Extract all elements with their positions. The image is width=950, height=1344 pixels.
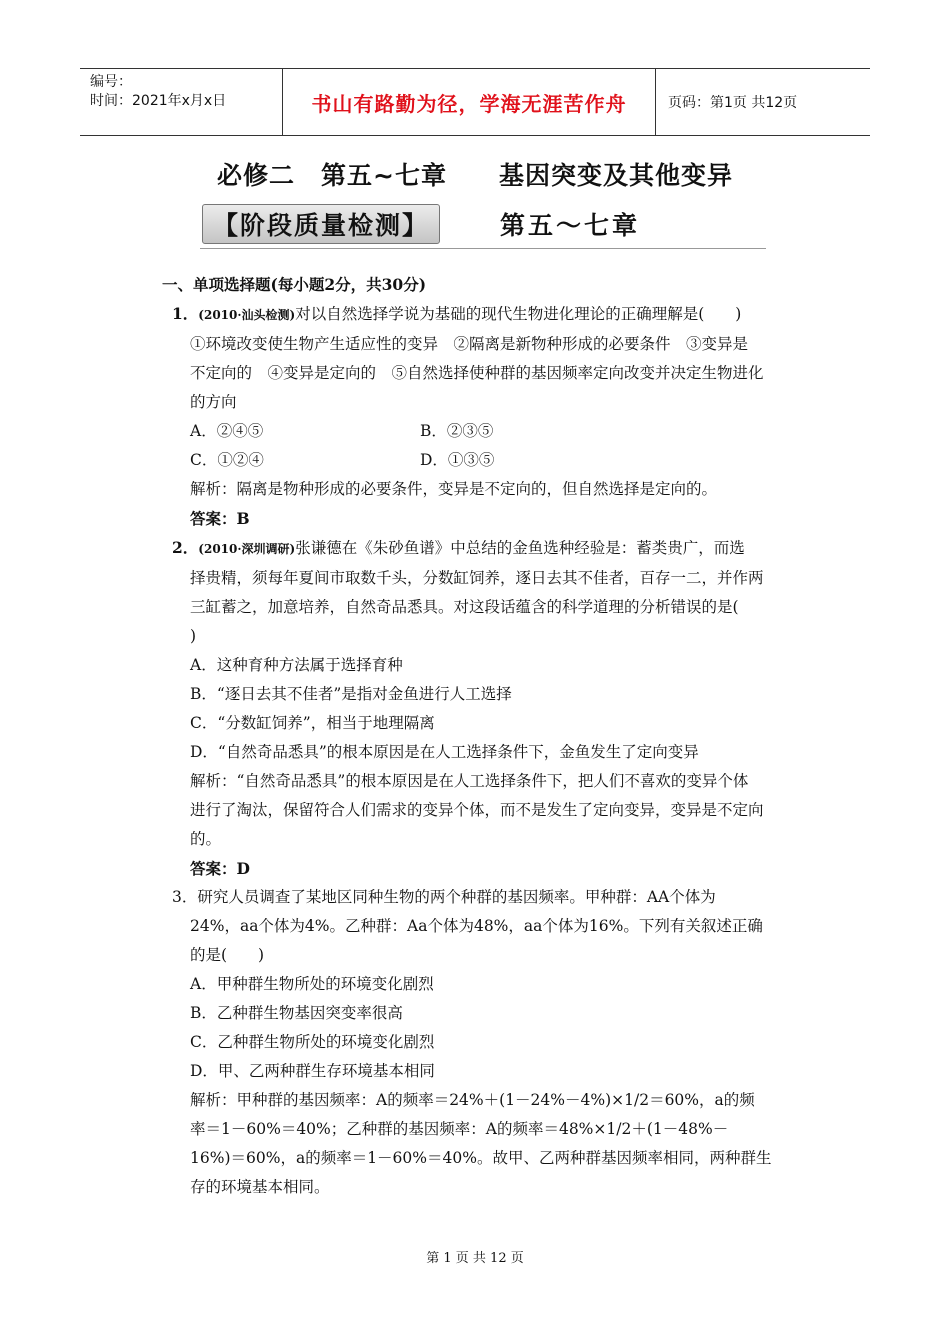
question-1-option-b: B．②③⑤ xyxy=(420,422,494,440)
question-2-text-4: ) xyxy=(190,627,197,645)
question-1-option-d: D．①③⑤ xyxy=(420,451,495,469)
header-page-info: 页码：第1页 共12页 xyxy=(668,95,798,111)
question-1-source: (2010·汕头检测) xyxy=(198,308,296,322)
question-3-analysis-1: 解析：甲种群的基因频率：A的频率＝24%＋(1－24%－4%)×1/2＝60%，a的频 xyxy=(190,1091,755,1109)
question-2-option-c: C．“分数缸饲养”，相当于地理隔离 xyxy=(190,714,435,732)
page-footer: 第 1 页 共 12 页 xyxy=(426,1251,524,1266)
question-1-options-cd xyxy=(172,446,812,475)
question-3-option-b: B．乙种群生物基因突变率很高 xyxy=(190,1004,403,1022)
question-3-option-d: D．甲、乙两种群生存环境基本相同 xyxy=(190,1062,435,1080)
header-meta xyxy=(80,69,282,135)
header-time-label: 时间：2021年x月x日 xyxy=(90,93,227,109)
question-1-options-ab xyxy=(172,417,812,446)
question-2-analysis-1: 解析：“自然奇品悉具”的根本原因是在人工选择条件下，把人们不喜欢的变异个体 xyxy=(190,772,749,790)
question-3-text-3: 的是( ) xyxy=(190,946,265,964)
question-3-analysis-4: 存的环境基本相同。 xyxy=(190,1178,330,1196)
question-2-text-3: 三缸蓄之，加意培养，自然奇品悉具。对这段话蕴含的科学道理的分析错误的是( xyxy=(190,598,739,616)
question-3-stem: 3．研究人员调查了某地区同种生物的两个种群的基因频率。甲种群：AA个体为 xyxy=(172,888,716,906)
question-1-analysis: 解析：隔离是物种形成的必要条件，变异是不定向的，但自然选择是定向的。 xyxy=(190,480,718,498)
question-2-text: 张谦德在《朱砂鱼谱》中总结的金鱼选种经验是：蓄类贵广，而选 xyxy=(295,539,745,557)
question-1-number: 1． xyxy=(172,304,199,323)
question-2-stem xyxy=(172,533,812,564)
question-3-option-c: C．乙种群生物所处的环境变化剧烈 xyxy=(190,1033,435,1051)
question-1-statements-3: 的方向 xyxy=(190,393,237,411)
question-2-answer: 答案：D xyxy=(190,859,250,878)
document-title: 必修二 第五~七章 基因突变及其他变异 xyxy=(217,161,733,190)
question-content xyxy=(162,270,812,1202)
header-number-label: 编号： xyxy=(90,74,132,90)
stage-banner xyxy=(200,202,770,250)
section-title: 一、单项选择题(每小题2分，共30分) xyxy=(162,275,427,294)
question-1-option-c: C．①②④ xyxy=(190,451,264,469)
question-3-option-a: A．甲种群生物所处的环境变化剧烈 xyxy=(190,975,434,993)
question-2-text-2: 择贵精，须每年夏间市取数千头，分数缸饲养，逐日去其不佳者，百存一二，并作两 xyxy=(190,569,764,587)
question-1-stem xyxy=(172,299,812,330)
question-3-analysis-3: 16%)＝60%，a的频率＝1－60%＝40%。故甲、乙两种群基因频率相同，两种群生 xyxy=(190,1149,772,1167)
stage-test-badge: 【阶段质量检测】 xyxy=(202,204,440,244)
header-motto: 书山有路勤为径，学海无涯苦作舟 xyxy=(282,69,656,135)
question-3-text-2: 24%，aa个体为4%。乙种群：Aa个体为48%，aa个体为16%。下列有关叙述正确 xyxy=(190,917,763,935)
question-2-option-b: B．“逐日去其不佳者”是指对金鱼进行人工选择 xyxy=(190,685,512,703)
question-1-statements-1: ①环境改变使生物产生适应性的变异 ②隔离是新物种形成的必要条件 ③变异是 xyxy=(190,335,749,353)
page-header xyxy=(80,68,870,136)
question-2-source: (2010·深圳调研) xyxy=(198,542,296,556)
question-2-option-a: A．这种育种方法属于选择育种 xyxy=(190,656,403,674)
question-3-analysis-2: 率＝1－60%＝40%；乙种群的基因频率：A的频率＝48%×1/2＋(1－48%－ xyxy=(190,1120,729,1138)
question-2-number: 2． xyxy=(172,538,199,557)
question-1-option-a: A．②④⑤ xyxy=(190,422,264,440)
banner-divider xyxy=(200,248,766,249)
question-1-answer: 答案：B xyxy=(190,509,250,528)
question-1-text: 对以自然选择学说为基础的现代生物进化理论的正确理解是( ) xyxy=(295,305,742,323)
question-2-option-d: D．“自然奇品悉具”的根本原因是在人工选择条件下，金鱼发生了定向变异 xyxy=(190,743,699,761)
question-1-statements-2: 不定向的 ④变异是定向的 ⑤自然选择使种群的基因频率定向改变并决定生物进化 xyxy=(190,364,764,382)
chapter-range: 第五～七章 xyxy=(500,211,641,240)
question-2-analysis-2: 进行了淘汰，保留符合人们需求的变异个体，而不是发生了定向变异，变异是不定向 xyxy=(190,801,764,819)
question-2-analysis-3: 的。 xyxy=(190,830,222,848)
